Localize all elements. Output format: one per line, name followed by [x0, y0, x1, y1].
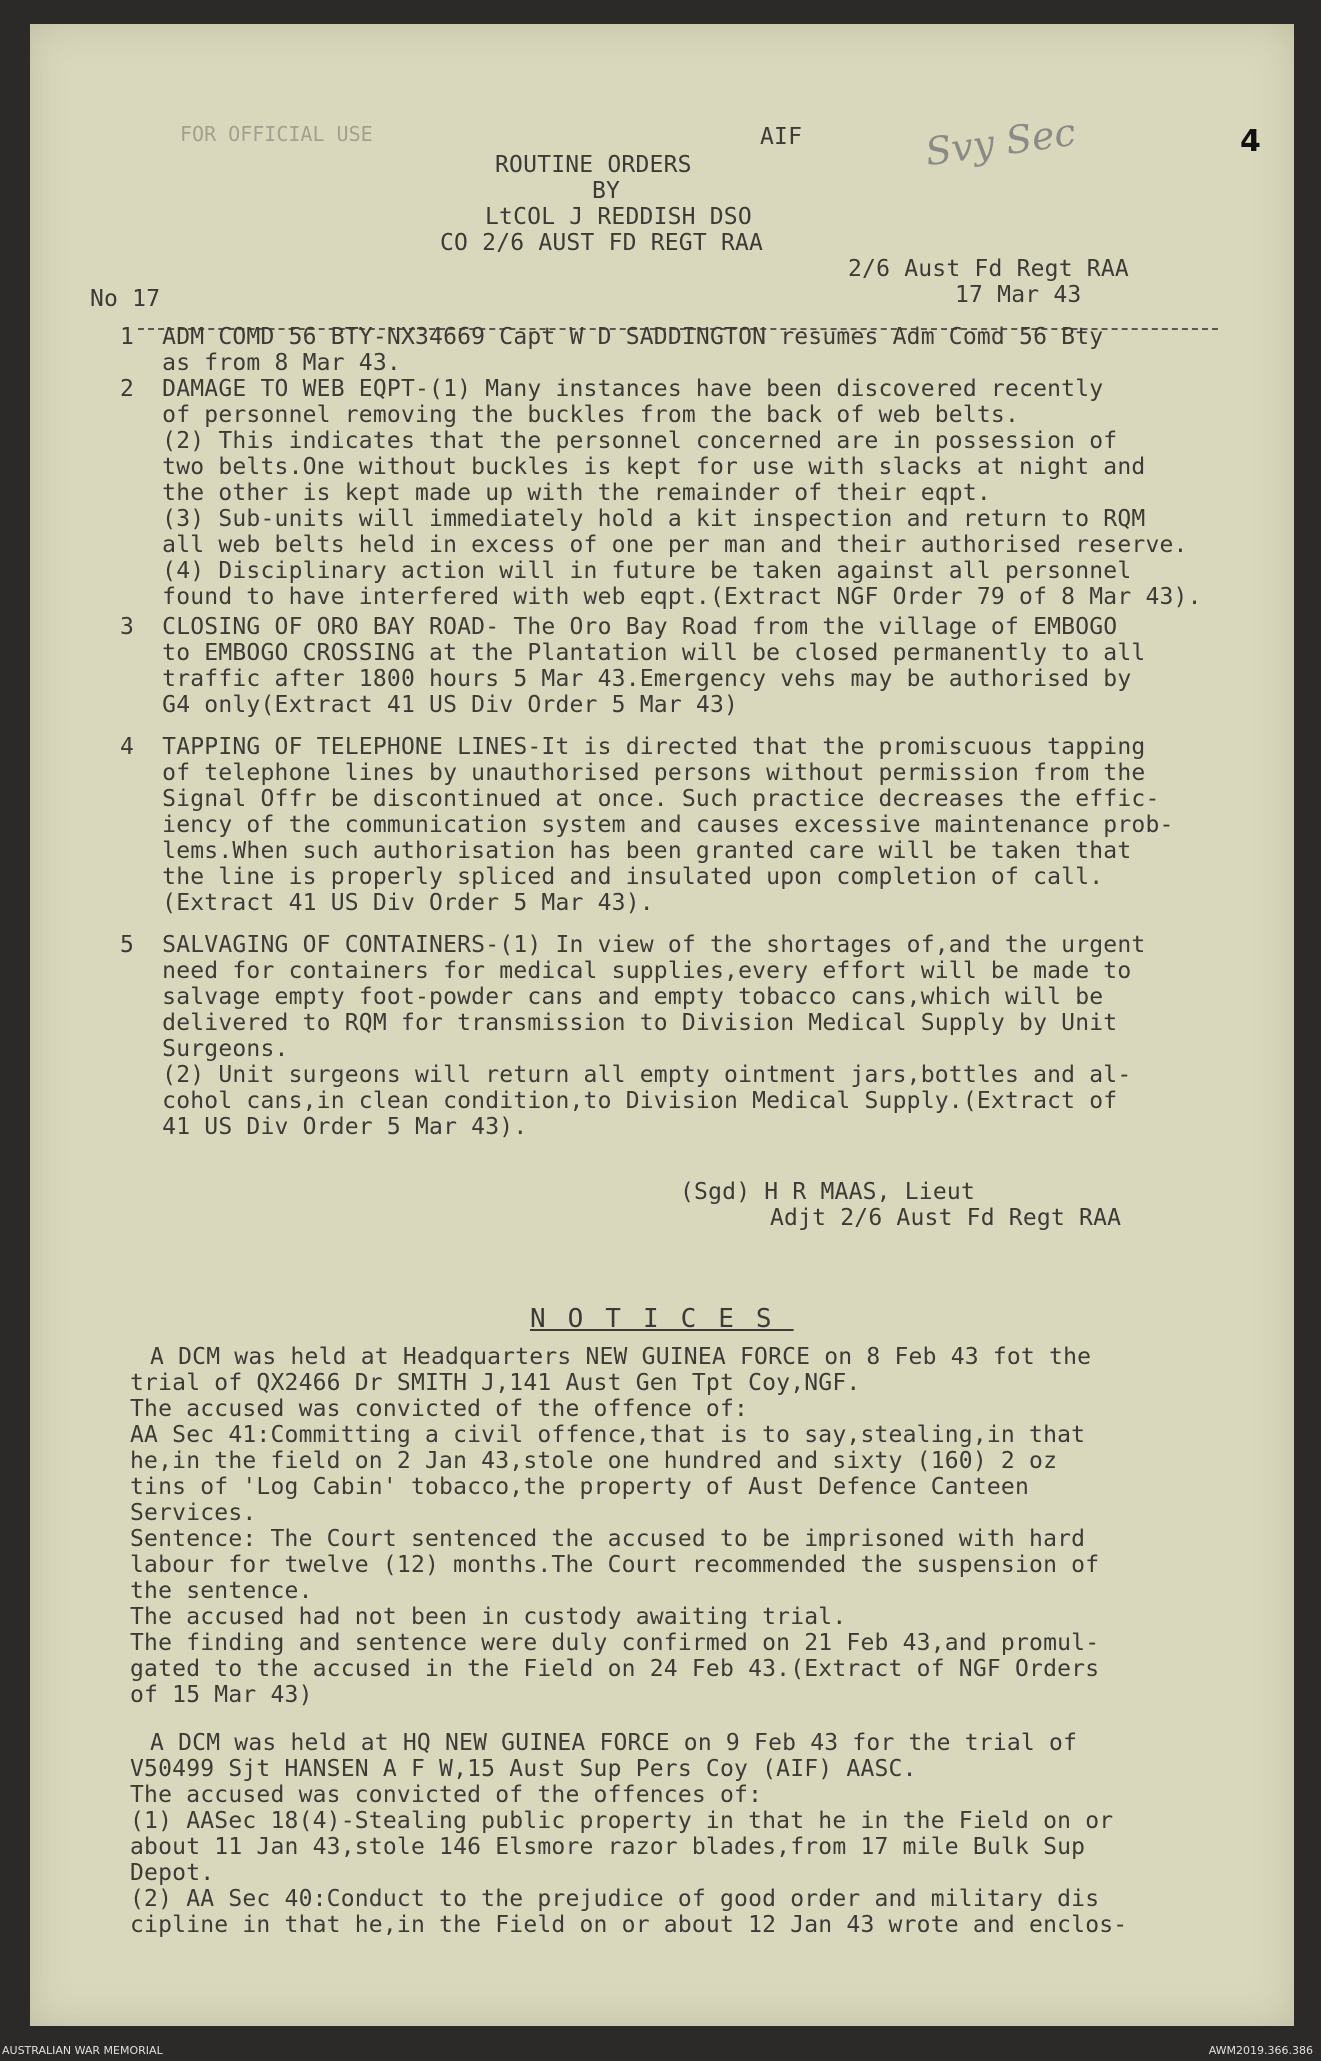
- order-line: of personnel removing the buckles from the back of web belts.: [120, 402, 1020, 428]
- order-line: of telephone lines by unauthorised persons without permission from the: [120, 760, 1146, 786]
- order-line: 4 TAPPING OF TELEPHONE LINES-It is directed that the promiscuous tapping: [120, 734, 1146, 760]
- document-page: [30, 24, 1294, 2026]
- officer-name: LtCOL J REDDISH DSO: [485, 204, 752, 230]
- unit-name: 2/6 Aust Fd Regt RAA: [848, 256, 1129, 282]
- notice-line: the sentence.: [130, 1578, 313, 1604]
- order-line: to EMBOGO CROSSING at the Plantation will be closed permanently to all: [120, 640, 1146, 666]
- notice-line: The accused had not been in custody awaiting trial.: [130, 1604, 847, 1630]
- faded-header-text: FOR OFFICIAL USE: [180, 122, 373, 146]
- order-line: Surgeons.: [120, 1036, 289, 1062]
- order-line: (Extract 41 US Div Order 5 Mar 43).: [120, 890, 654, 916]
- order-line: the other is kept made up with the remainder of their eqpt.: [120, 480, 991, 506]
- notice-line: labour for twelve (12) months.The Court recommended the suspension of: [130, 1552, 1100, 1578]
- notice-line: A DCM was held at HQ NEW GUINEA FORCE on 9 Feb 43 for the trial of: [150, 1730, 1078, 1756]
- commanding-unit: CO 2/6 AUST FD REGT RAA: [440, 230, 764, 256]
- order-line: 3 CLOSING OF ORO BAY ROAD- The Oro Bay Road from the village of EMBOGO: [120, 614, 1118, 640]
- order-line: G4 only(Extract 41 US Div Order 5 Mar 43): [120, 692, 739, 718]
- notices-heading: NOTICES: [530, 1304, 794, 1334]
- order-line: the line is properly spliced and insulated upon completion of call.: [120, 864, 1104, 890]
- notice-line: gated to the accused in the Field on 24 Feb 43.(Extract of NGF Orders: [130, 1656, 1100, 1682]
- order-line: (3) Sub-units will immediately hold a kit inspection and return to RQM: [120, 506, 1146, 532]
- order-line: 1 ADM COMD 56 BTY-NX34669 Capt W D SADDINGTON resumes Adm Comd 56 Bty: [120, 324, 1104, 350]
- footer-left: AUSTRALIAN WAR MEMORIAL: [2, 2044, 163, 2057]
- notice-line: The accused was convicted of the offences of:: [130, 1782, 763, 1808]
- footer-right: AWM2019.366.386: [1208, 2044, 1313, 2057]
- order-line: Signal Offr be discontinued at once. Such practice decreases the effic-: [120, 786, 1160, 812]
- notice-line: V50499 Sjt HANSEN A F W,15 Aust Sup Pers Coy (AIF) AASC.: [130, 1756, 917, 1782]
- notice-line: Services.: [130, 1500, 257, 1526]
- notice-line: The finding and sentence were duly confirmed on 21 Feb 43,and promul-: [130, 1630, 1100, 1656]
- notice-line: of 15 Mar 43): [130, 1682, 313, 1708]
- order-line: (4) Disciplinary action will in future be taken against all personnel: [120, 558, 1132, 584]
- signature-line-2: Adjt 2/6 Aust Fd Regt RAA: [770, 1205, 1122, 1231]
- order-line: 5 SALVAGING OF CONTAINERS-(1) In view of the shortages of,and the urgent: [120, 932, 1146, 958]
- order-line: need for containers for medical supplies,every effort will be made to: [120, 958, 1132, 984]
- notice-line: Depot.: [130, 1860, 215, 1886]
- order-line: lems.When such authorisation has been granted care will be taken that: [120, 838, 1132, 864]
- page-number: 4: [1240, 124, 1261, 159]
- by-label: BY: [592, 178, 621, 204]
- order-line: as from 8 Mar 43.: [120, 350, 401, 376]
- notice-line: about 11 Jan 43,stole 146 Elsmore razor blades,from 17 mile Bulk Sup: [130, 1834, 1086, 1860]
- order-line: delivered to RQM for transmission to Division Medical Supply by Unit: [120, 1010, 1118, 1036]
- notice-line: cipline in that he,in the Field on or about 12 Jan 43 wrote and enclos-: [130, 1912, 1128, 1938]
- order-number: No 17: [90, 286, 161, 312]
- order-line: 2 DAMAGE TO WEB EQPT-(1) Many instances have been discovered recently: [120, 376, 1104, 402]
- order-line: cohol cans,in clean condition,to Division Medical Supply.(Extract of: [120, 1088, 1118, 1114]
- order-line: (2) Unit surgeons will return all empty ointment jars,bottles and al-: [120, 1062, 1132, 1088]
- notice-line: (1) AASec 18(4)-Stealing public property in that he in the Field on or: [130, 1808, 1114, 1834]
- notice-line: A DCM was held at Headquarters NEW GUINEA FORCE on 8 Feb 43 fot the: [150, 1344, 1092, 1370]
- document-title: ROUTINE ORDERS: [495, 152, 692, 178]
- notice-line: tins of 'Log Cabin' tobacco,the property of Aust Defence Canteen: [130, 1474, 1030, 1500]
- order-line: two belts.One without buckles is kept for use with slacks at night and: [120, 454, 1146, 480]
- order-line: all web belts held in excess of one per man and their authorised reserve.: [120, 532, 1188, 558]
- pencil-annotation: Svy Sec: [922, 109, 1079, 175]
- notice-line: AA Sec 41:Committing a civil offence,that is to say,stealing,in that: [130, 1422, 1086, 1448]
- notice-line: Sentence: The Court sentenced the accused to be imprisoned with hard: [130, 1526, 1086, 1552]
- order-line: salvage empty foot-powder cans and empty tobacco cans,which will be: [120, 984, 1104, 1010]
- order-date: 17 Mar 43: [955, 282, 1082, 308]
- notice-line: trial of QX2466 Dr SMITH J,141 Aust Gen Tpt Coy,NGF.: [130, 1370, 861, 1396]
- notice-line: he,in the field on 2 Jan 43,stole one hundred and sixty (160) 2 oz: [130, 1448, 1058, 1474]
- order-line: 41 US Div Order 5 Mar 43).: [120, 1114, 528, 1140]
- order-line: found to have interfered with web eqpt.(Extract NGF Order 79 of 8 Mar 43).: [120, 584, 1202, 610]
- signature-line-1: (Sgd) H R MAAS, Lieut: [680, 1179, 975, 1205]
- order-line: iency of the communication system and causes excessive maintenance prob-: [120, 812, 1174, 838]
- order-line: traffic after 1800 hours 5 Mar 43.Emergency vehs may be authorised by: [120, 666, 1132, 692]
- notice-line: (2) AA Sec 40:Conduct to the prejudice of good order and military dis: [130, 1886, 1100, 1912]
- aif-label: AIF: [760, 124, 803, 150]
- order-line: (2) This indicates that the personnel concerned are in possession of: [120, 428, 1118, 454]
- notice-line: The accused was convicted of the offence of:: [130, 1396, 749, 1422]
